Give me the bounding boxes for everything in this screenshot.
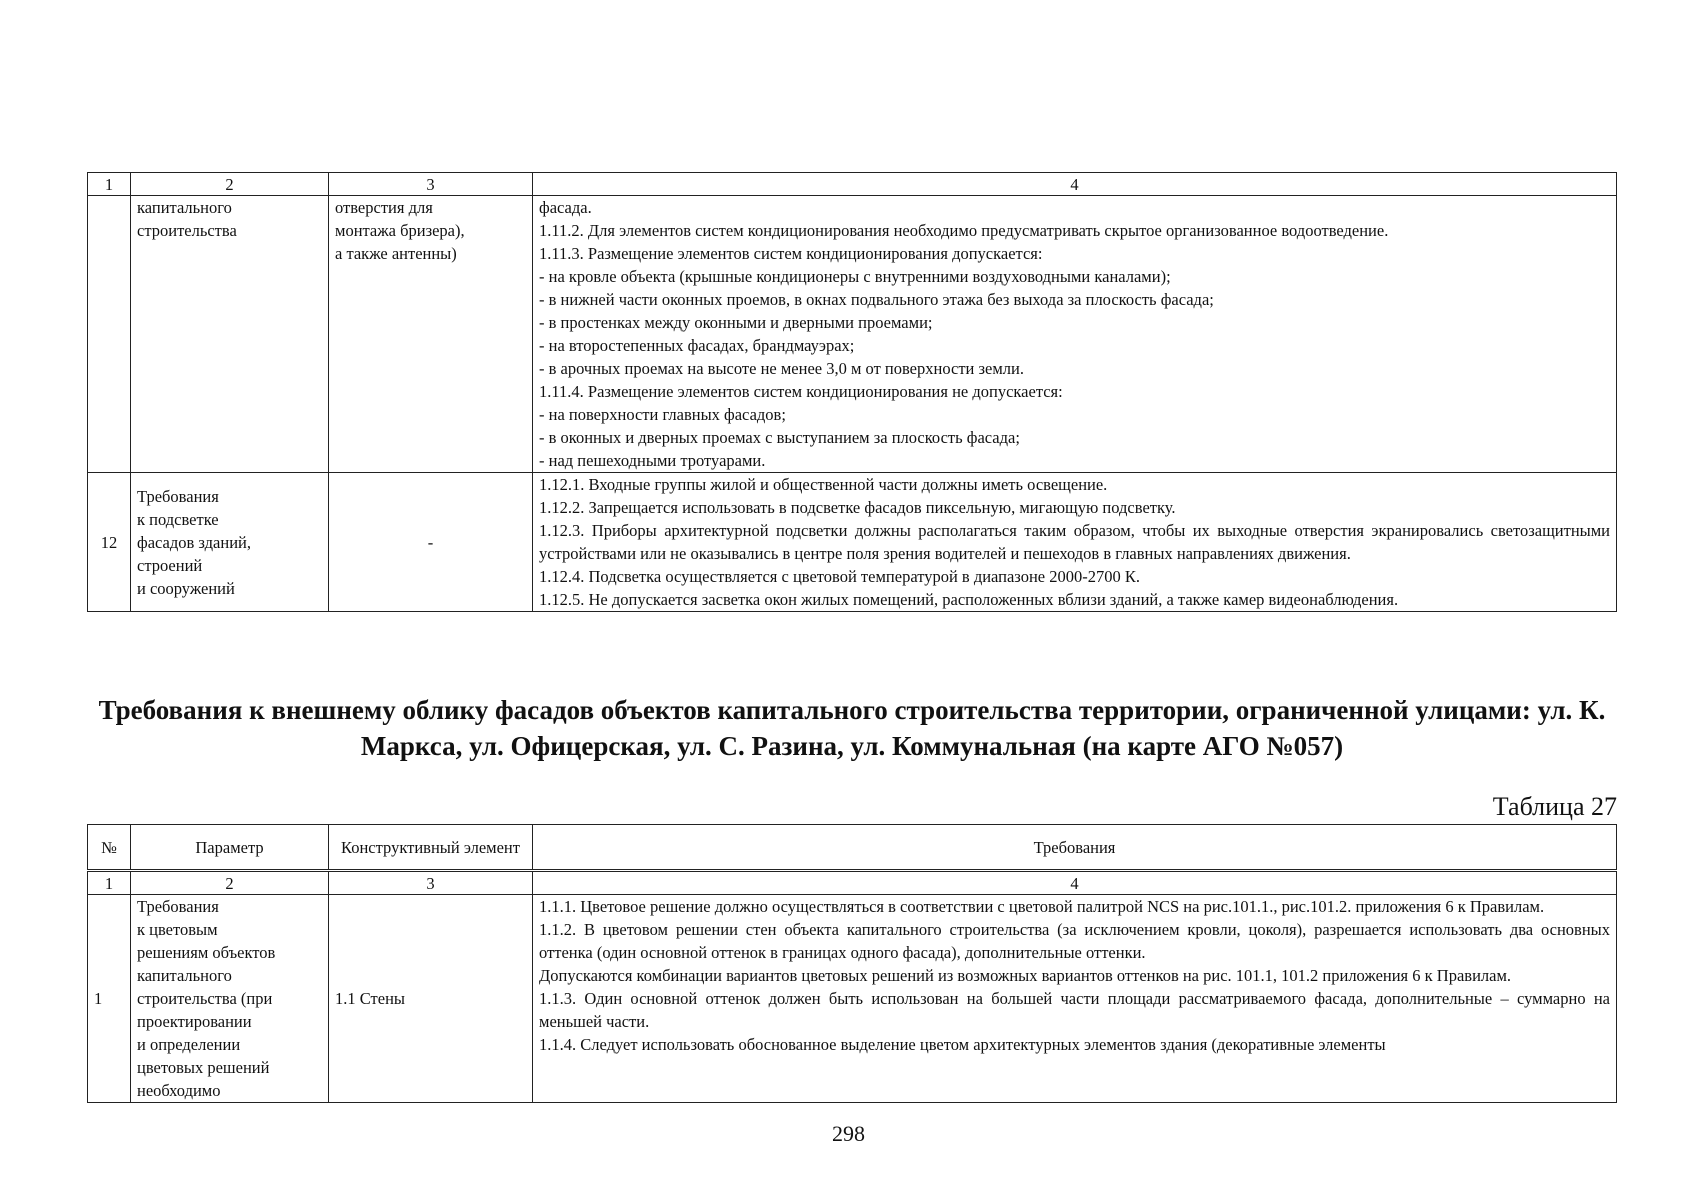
element-cell: 1.1 Стены (329, 895, 533, 1103)
element-cell: - (329, 473, 533, 612)
table-number-label: Таблица 27 (1492, 792, 1617, 821)
requirement-line: - в простенках между оконными и дверными проемами; (539, 313, 933, 332)
requirement-line: 1.12.1. Входные группы жилой и общественной части должны иметь освещение. (539, 475, 1108, 494)
parameter-line: к цветовым (137, 920, 218, 939)
parameter-cell (131, 473, 329, 612)
parameter-line: Требования (137, 486, 219, 506)
column-number-row (88, 871, 1617, 895)
requirement-line: 1.12.4. Подсветка осуществляется с цветовой температурой в диапазоне 2000-2700 К. (539, 567, 1141, 586)
requirement-line: 1.11.3. Размещение элементов систем кондиционирования допускается: (539, 244, 1043, 263)
parameter-line: необходимо (137, 1081, 221, 1100)
requirement-line: - на второстепенных фасадах, брандмауэрах; (539, 336, 855, 355)
requirement-line: - в оконных и дверных проемах с выступанием за плоскость фасада; (539, 428, 1020, 447)
parameter-cell (131, 196, 329, 473)
colnum-4: 4 (533, 871, 1617, 895)
parameter-line: Требования (137, 897, 219, 916)
requirements-cell (533, 895, 1617, 1103)
header-number: № (88, 825, 131, 871)
table-row-continued (88, 196, 1617, 473)
row-number-cell: 12 (88, 473, 131, 612)
requirements-cell (533, 473, 1617, 612)
parameter-line: проектировании (137, 1012, 252, 1031)
parameter-line: цветовых решений (137, 1058, 270, 1077)
header-requirements: Требования (533, 825, 1617, 871)
colnum-3: 3 (329, 871, 533, 895)
section-heading: Требования к внешнему облику фасадов объектов капитального строительства территории, ограниченной улицами: ул. К. Маркса, ул. Офицерская, ул. С. Разина, ул. Коммунальная (на карте АГО №057) (98, 695, 1606, 761)
colnum-2: 2 (131, 871, 329, 895)
parameter-line: строений (137, 555, 203, 575)
colnum-2: 2 (131, 173, 329, 196)
requirement-line: 1.1.2. В цветовом решении стен объекта капитального строительства (за исключением кровли, цоколя), разрешается использовать два основных оттенка (один основной оттенок в границах одного фасада), дополнительные оттенки. (539, 920, 1610, 962)
element-line: а также антенны) (335, 244, 457, 263)
requirements-cell (533, 196, 1617, 473)
header-row (88, 825, 1617, 871)
continued-table (87, 172, 1617, 612)
requirement-line: - в нижней части оконных проемов, в окнах подвального этажа без выхода за плоскость фасада; (539, 290, 1214, 309)
parameter-line: фасадов зданий, (137, 532, 251, 552)
requirement-line: 1.1.1. Цветовое решение должно осуществляться в соответствии с цветовой палитрой NCS на рис.101.1., рис.101.2. приложения 6 к Правилам. (539, 897, 1545, 916)
colnum-1: 1 (88, 173, 131, 196)
element-line: монтажа бризера), (335, 221, 465, 240)
row-number-cell: 1 (88, 895, 131, 1103)
requirement-line: 1.12.5. Не допускается засветка окон жилых помещений, расположенных вблизи зданий, а также камер видеонаблюдения. (539, 590, 1399, 609)
requirement-line: - на кровле объекта (крышные кондиционеры с внутренними воздуховодными каналами); (539, 267, 1171, 286)
requirement-line: - над пешеходными тротуарами. (539, 451, 766, 470)
parameter-line: решениям объектов (137, 943, 276, 962)
requirement-line: фасада. (539, 198, 592, 217)
requirement-line: - в арочных проемах на высоте не менее 3,0 м от поверхности земли. (539, 359, 1024, 378)
table-27 (87, 824, 1617, 1103)
requirement-line: 1.12.2. Запрещается использовать в подсветке фасадов пиксельную, мигающую подсветку. (539, 498, 1176, 517)
requirement-line: - на поверхности главных фасадов; (539, 405, 786, 424)
colnum-4: 4 (533, 173, 1617, 196)
column-number-row (88, 173, 1617, 196)
requirement-line: 1.1.4. Следует использовать обоснованное выделение цветом архитектурных элементов здания (декоративные элементы (539, 1035, 1386, 1054)
colnum-1: 1 (88, 871, 131, 895)
parameter-line: и определении (137, 1035, 241, 1054)
parameter-line: строительства (при (137, 989, 273, 1008)
parameter-line: капитального (137, 966, 232, 985)
element-line: отверстия для (335, 198, 433, 217)
page-number: 298 (832, 1121, 865, 1146)
table-row-1 (88, 895, 1617, 1103)
header-element: Конструктивный элемент (329, 825, 533, 871)
requirement-line: 1.11.4. Размещение элементов систем кондиционирования не допускается: (539, 382, 1063, 401)
parameter-line: к подсветке (137, 509, 219, 529)
requirement-line: 1.1.3. Один основной оттенок должен быть использован на большей части площади рассматриваемого фасада, дополнительные – суммарно на меньшей части. (539, 989, 1610, 1031)
row-number-cell (88, 196, 131, 473)
table-row-12 (88, 473, 1617, 612)
parameter-cell (131, 895, 329, 1103)
parameter-line: строительства (137, 221, 237, 240)
header-parameter: Параметр (131, 825, 329, 871)
element-cell (329, 196, 533, 473)
parameter-line: капитального (137, 198, 232, 217)
colnum-3: 3 (329, 173, 533, 196)
parameter-line: и сооружений (137, 578, 235, 598)
requirement-line: 1.11.2. Для элементов систем кондиционирования необходимо предусматривать скрытое организованное водоотведение. (539, 221, 1389, 240)
requirement-line: Допускаются комбинации вариантов цветовых решений из возможных вариантов оттенков на рис. 101.1, 101.2 приложения 6 к Правилам. (539, 966, 1512, 985)
requirement-line: 1.12.3. Приборы архитектурной подсветки должны располагаться таким образом, чтобы их выходные отверстия экранировались светозащитными устройствами или не оказывались в центре поля зрения водителей и пешеходов в главных направлениях движения. (539, 521, 1610, 563)
